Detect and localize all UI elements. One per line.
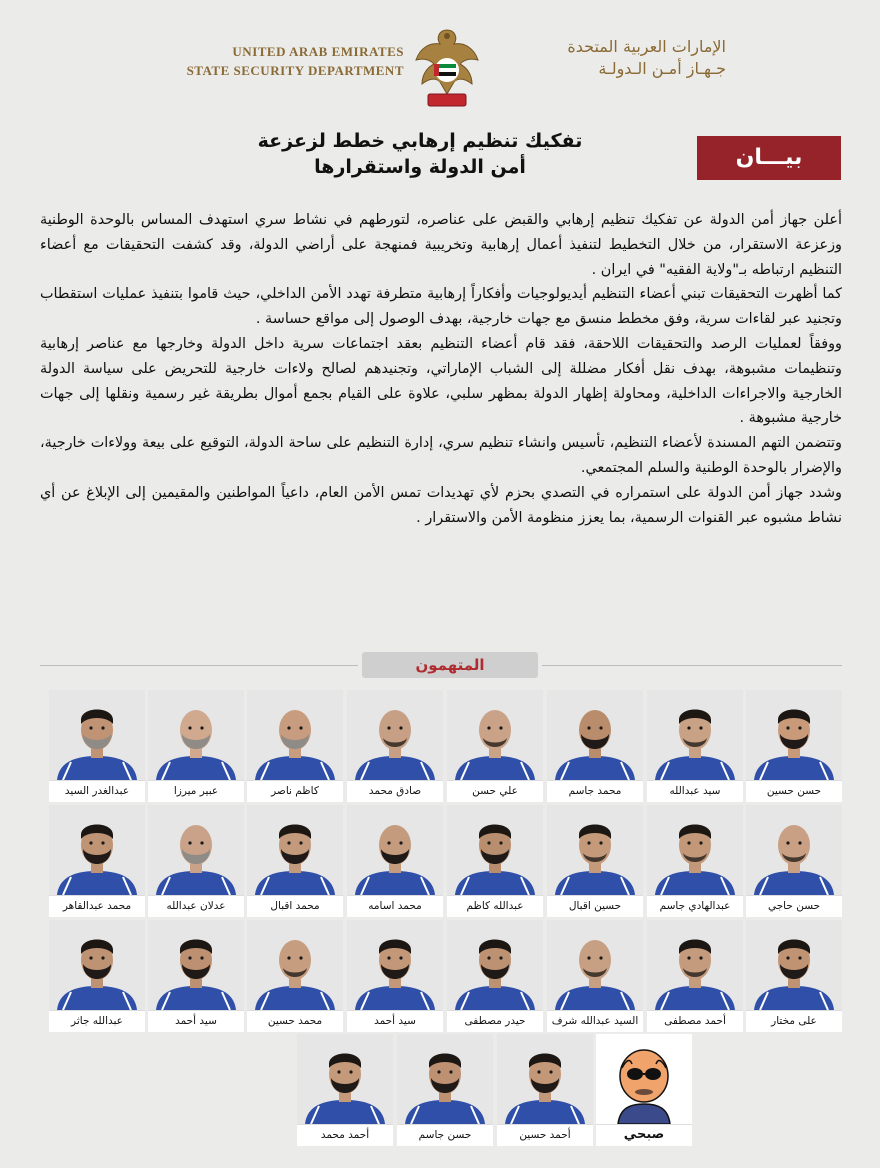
accused-card [49,690,145,802]
accused-card [547,690,643,802]
accused-name: حسين اقبال [547,895,643,916]
paragraph-3: ووفقاً لعمليات الرصد والتحقيقات اللاحقة، فقد قام أعضاء التنظيم بعقد اجتماعات سرية داخل الدولة وخارجها مع عناصر إرهابية وتنظيمات مشبوهة، بهدف نقل أفكار مضللة إلى الشباب الإماراتي، وتجنيدهم لصالح ولاءات خارجية للتحريض على سياسة الدولة الخارجية والاجراءات الداخلية، ومحاولة إظهار الدولة بمظهر سلبي، علاوة على القيام بجمع أموال بطريقة غير رسمية ونقلها إلى جهات خارجية مشبوهة . [40,335,842,427]
accused-name: كاظم ناصر [247,780,343,801]
accused-card [49,805,145,917]
accused-name: محمد حسين [247,1010,343,1031]
accused-card [746,690,842,802]
accused-card [247,690,343,802]
accused-card [746,920,842,1032]
accused-name: محمد اقبال [247,895,343,916]
accused-card [148,920,244,1032]
accused-photo [148,805,244,895]
accused-card [148,805,244,917]
accused-photo [497,1034,593,1124]
accused-photo [547,920,643,1010]
accused-name: حسن حسين [746,780,842,801]
accused-card [148,690,244,802]
accused-name: حسن حاجي [746,895,842,916]
paragraph-1: أعلن جهاز أمن الدولة عن تفكيك تنظيم إرهابي والقبض على عناصره، لتورطهم في نشاط سري استهدف المساس بالوحدة الوطنية وزعزعة الاستقرار، من خلال التخطيط لتنفيذ أعمال إرهابية وتخريبية فمنهجة على أراضي الدولة، وقد كشفت التحقيقات مع أعضاء التنظيم ارتباطه بـ"ولاية الفقيه" في ايران . [40,212,842,278]
accused-photo [49,920,145,1010]
title-line2: أمن الدولة واستقرارها [314,156,526,178]
accused-card [447,920,543,1032]
accused-card [247,920,343,1032]
accused-card [547,805,643,917]
accused-card [247,805,343,917]
accused-photo [297,1034,393,1124]
accused-card [547,920,643,1032]
accused-card [746,805,842,917]
accused-name: حسن جاسم [397,1124,493,1145]
accused-card [347,920,443,1032]
accused-photo [347,805,443,895]
accused-name: سيد أحمد [347,1010,443,1031]
accused-name: صبحي [596,1124,692,1145]
accused-name: أحمد مصطفى [647,1010,743,1031]
accused-card [397,1034,493,1146]
accused-photo [447,920,543,1010]
accused-section-title: المتهمون [362,652,538,678]
header-ar-line2: جـهـاز أمـن الـدولـة [598,59,726,78]
header-en-line1: UNITED ARAB EMIRATES [232,44,404,59]
accused-photo [247,920,343,1010]
accused-photo [148,690,244,780]
accused-photo [647,690,743,780]
accused-card [347,805,443,917]
accused-name: سيد عبدالله [647,780,743,801]
accused-card [647,690,743,802]
accused-photo [746,920,842,1010]
accused-photo [647,920,743,1010]
accused-card [347,690,443,802]
paragraph-5: وشدد جهاز أمن الدولة على استمراره في التصدي بحزم لأي تهديدات تمس الأمن العام، داعياً المواطنين والمقيمين إلى الإبلاغ عن أي نشاط مشبوه عبر القنوات الرسمية، بما يعزز منظومة الأمن والاستقرار . [40,484,842,526]
accused-name: عدلان عبدالله [148,895,244,916]
statement-badge: بيـــان [697,136,841,180]
accused-photo [247,805,343,895]
title-line1: تفكيك تنظيم إرهابي خطط لزعزعة [257,130,583,152]
accused-photo [547,805,643,895]
accused-card [447,805,543,917]
paragraph-4: وتتضمن التهم المسندة لأعضاء التنظيم، تأسيس وانشاء تنظيم سري، إدارة التنظيم على ساحة الدولة، التوقيع على بيعة وولاءات خارجية، والإضرار بالوحدة الوطنية والسلم المجتمعي. [40,435,842,476]
cartoon-avatar-icon [596,1034,692,1124]
accused-card [447,690,543,802]
accused-photo [247,690,343,780]
accused-card [647,920,743,1032]
accused-name: عبدالغدر السيد [49,780,145,801]
accused-photo [49,690,145,780]
accused-card [647,805,743,917]
accused-name: سيد أحمد [148,1010,244,1031]
accused-photo [647,805,743,895]
accused-name: حيدر مصطفى [447,1010,543,1031]
accused-card-cartoon [596,1034,692,1146]
accused-photo [148,920,244,1010]
accused-name: عبدالله كاظم [447,895,543,916]
accused-name: صادق محمد [347,780,443,801]
accused-name: عبير ميرزا [148,780,244,801]
accused-name: عبدالهادي جاسم [647,895,743,916]
paragraph-2: كما أظهرت التحقيقات تبني أعضاء التنظيم أيديولوجيات وأفكاراً إرهابية متطرفة تهدد الأمن الداخلي، حيث قاموا بتنفيذ عمليات استقطاب وتجنيد عبر لقاءات سرية، وفق مخطط منسق مع جهات خارجية، بهدف الوصول إلى مواقع حساسة . [40,286,842,328]
accused-name: أحمد محمد [297,1124,393,1145]
accused-name: على مختار [746,1010,842,1031]
accused-photo [397,1034,493,1124]
accused-name: السيد عبدالله شرف [547,1010,643,1031]
accused-name: علي حسن [447,780,543,801]
accused-photo [547,690,643,780]
accused-photo [49,805,145,895]
accused-photo [746,805,842,895]
accused-photo [447,690,543,780]
accused-name: أحمد حسين [497,1124,593,1145]
header-ar-line1: الإمارات العربية المتحدة [567,37,726,56]
accused-name: محمد جاسم [547,780,643,801]
accused-photo [447,805,543,895]
accused-name: عبدالله جاثر [49,1010,145,1031]
accused-photo [347,920,443,1010]
header-en-line2: STATE SECURITY DEPARTMENT [186,63,404,78]
accused-card [49,920,145,1032]
accused-card [297,1034,393,1146]
accused-card [497,1034,593,1146]
accused-name: محمد عبدالقاهر [49,895,145,916]
accused-photo [347,690,443,780]
accused-photo [746,690,842,780]
accused-name: محمد اسامه [347,895,443,916]
